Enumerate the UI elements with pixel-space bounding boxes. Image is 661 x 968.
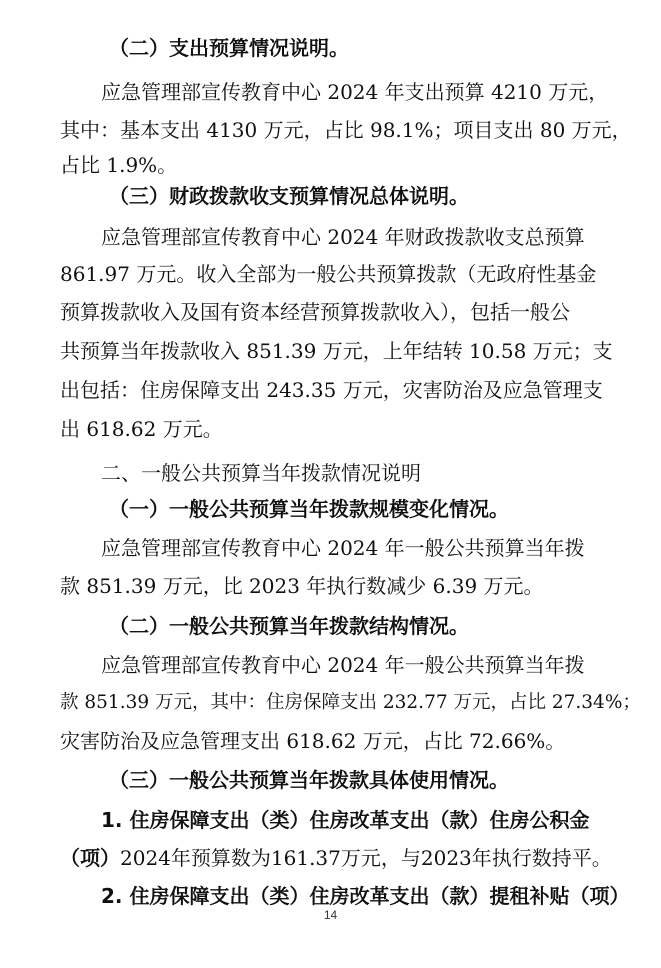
paragraph-line: 应急管理部宣传教育中心 2024 年一般公共预算当年拨 bbox=[101, 653, 585, 677]
item-label-xiang: （项） bbox=[60, 846, 120, 870]
item-text-housing-fund: 2024年预算数为161.37万元，与2023年执行数持平。 bbox=[120, 846, 612, 870]
paragraph-line: 861.97 万元。收入全部为一般公共预算拨款（无政府性基金 bbox=[60, 262, 597, 286]
paragraph-line: 共预算当年拨款收入 851.39 万元，上年结转 10.58 万元；支 bbox=[60, 339, 613, 363]
section-heading-expenditure-budget: （二）支出预算情况说明。 bbox=[109, 36, 349, 60]
paragraph-line: 应急管理部宣传教育中心 2024 年一般公共预算当年拨 bbox=[101, 536, 585, 560]
chapter-heading-general-budget: 二、一般公共预算当年拨款情况说明 bbox=[101, 461, 421, 485]
item-heading-housing-fund: 1. 住房保障支出（类）住房改革支出（款）住房公积金 bbox=[101, 808, 590, 832]
paragraph-line: 预算拨款收入及国有资本经营预算拨款收入），包括一般公 bbox=[60, 300, 570, 324]
section-heading-fiscal-appropriation: （三）财政拨款收支预算情况总体说明。 bbox=[109, 184, 469, 208]
paragraph-line: 应急管理部宣传教育中心 2024 年财政拨款收支总预算 bbox=[101, 225, 585, 249]
item-paragraph-housing-fund bbox=[60, 844, 612, 872]
section-heading-specific-use: （三）一般公共预算当年拨款具体使用情况。 bbox=[109, 768, 509, 792]
paragraph-line: 灾害防治及应急管理支出 618.62 万元，占比 72.66%。 bbox=[60, 729, 566, 753]
section-heading-structure: （二）一般公共预算当年拨款结构情况。 bbox=[109, 614, 469, 638]
paragraph-line: 出 618.62 万元。 bbox=[60, 417, 223, 441]
paragraph-line: 其中：基本支出 4130 万元，占比 98.1%；项目支出 80 万元， bbox=[60, 118, 632, 142]
paragraph-line: 应急管理部宣传教育中心 2024 年支出预算 4210 万元， bbox=[101, 80, 609, 104]
paragraph-line: 款 851.39 万元，比 2023 年执行数减少 6.39 万元。 bbox=[60, 574, 544, 598]
paragraph-line: 出包括：住房保障支出 243.35 万元，灾害防治及应急管理支 bbox=[60, 378, 603, 402]
paragraph-line: 款 851.39 万元，其中：住房保障支出 232.77 万元，占比 27.34%； bbox=[60, 692, 641, 713]
section-heading-scale-change: （一）一般公共预算当年拨款规模变化情况。 bbox=[109, 497, 509, 521]
item-heading-rent-subsidy: 2. 住房保障支出（类）住房改革支出（款）提租补贴（项） bbox=[101, 884, 630, 908]
page-number: 14 bbox=[323, 908, 338, 922]
paragraph-line: 占比 1.9%。 bbox=[60, 153, 178, 177]
